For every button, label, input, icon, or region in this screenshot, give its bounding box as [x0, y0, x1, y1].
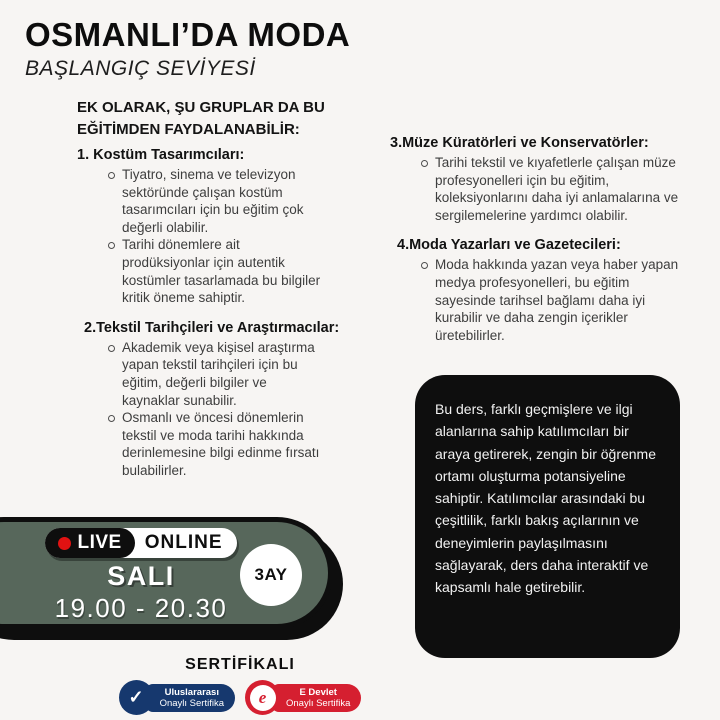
- international-certificate-badge: [119, 680, 235, 715]
- edevlet-certificate-badge: [245, 680, 361, 715]
- section-heading: 2.Tekstil Tarihçileri ve Araştırmacılar:: [84, 319, 340, 336]
- certificate-label: [271, 684, 361, 712]
- certificate-line2: Onaylı Sertifika: [286, 697, 351, 709]
- section-fashion-writers: [390, 237, 720, 344]
- left-column: [77, 147, 407, 480]
- bullet-list: [390, 154, 720, 224]
- certificates-row: [95, 680, 385, 715]
- list-item: [107, 409, 327, 479]
- right-column: [390, 135, 720, 344]
- bullet-text: Tarihi tekstil ve kıyafetlerle çalışan müze profesyonelleri için bu eğitim, koleksiyonlarını daha iyi anlamalarına ve sergilemelerine yardımcı olabilir.: [435, 155, 679, 223]
- edevlet-icon-inner: [250, 685, 276, 711]
- bullet-list: [77, 166, 407, 307]
- section-heading: 1. Kostüm Tasarımcıları:: [77, 147, 245, 163]
- bullet-icon: [108, 242, 115, 249]
- intro-heading: EK OLARAK, ŞU GRUPLAR DA BU EĞİTİMDEN FAYDALANABİLİR:: [77, 99, 325, 138]
- schedule-time: 19.00 - 20.30: [54, 593, 228, 623]
- highlight-box: [415, 375, 680, 658]
- page-title: OSMANLI’DA MODA: [25, 16, 351, 53]
- online-label: ONLINE: [144, 532, 223, 553]
- live-segment: [45, 528, 134, 558]
- list-item: [420, 256, 685, 344]
- section-museum-curators: [390, 135, 720, 224]
- certificate-line2: Onaylı Sertifika: [159, 697, 224, 709]
- schedule-day: SALI: [107, 561, 175, 591]
- list-item: [420, 154, 685, 224]
- bullet-text: Akademik veya kişisel araştırma yapan tekstil tarihçileri için bu eğitim, değerli bilgiler ve kaynaklar sunabilir.: [122, 339, 315, 408]
- bullet-text: Moda hakkında yazan veya haber yapan medya profesyonelleri, bu eğitim sayesinde tarihsel bağlamı daha iyi kurabilir ve daha zengin içerikler üretebilirler.: [435, 257, 679, 343]
- duration-badge: 3AY: [240, 544, 302, 606]
- live-dot-icon: [58, 537, 71, 550]
- section-heading: 3.Müze Küratörleri ve Konservatörler:: [390, 135, 649, 151]
- bullet-icon: [421, 262, 428, 269]
- bullet-icon: [108, 415, 115, 422]
- list-item: [107, 236, 327, 306]
- bullet-list: [390, 256, 720, 344]
- edevlet-e-glyph: e: [258, 688, 267, 707]
- section-heading: 4.Moda Yazarları ve Gazetecileri:: [397, 237, 621, 254]
- check-icon: ✓: [119, 680, 154, 715]
- list-item: [107, 166, 327, 236]
- highlight-text: Bu ders, farklı geçmişlere ve ilgi alanlarına sahip katılımcıları bir araya getirerek, zengin bir öğrenme ortamı oluşturma potansiyeline sahiptir. Katılımcılar arasındaki bu çeşitlilik, farklı bakış açılarının ve deneyimlerin paylaşılmasını sağlayarak, ders daha interaktif ve kapsamlı hale getirebilir.: [435, 401, 657, 596]
- section-costume-designers: [77, 147, 407, 307]
- bullet-text: Osmanlı ve öncesi dönemlerin tekstil ve moda tarihi hakkında derinlemesine bilgi edinme fırsatı bulabilirler.: [122, 410, 320, 478]
- certificate-line1: E Devlet: [299, 686, 337, 698]
- schedule-badge: [0, 517, 333, 629]
- page-subtitle: BAŞLANGIÇ SEVİYESİ: [25, 57, 256, 80]
- bullet-text: Tarihi dönemlere ait prodüksiyonlar için autentik kostümler tasarlamada bu bilgiler kritik öneme sahiptir.: [122, 237, 321, 306]
- edevlet-icon: [245, 680, 280, 715]
- certificates-heading: SERTİFİKALI: [185, 656, 295, 673]
- list-item: [107, 339, 327, 409]
- live-label: LIVE: [77, 532, 122, 553]
- certificate-line1: Uluslararası: [164, 686, 219, 698]
- certificate-label: [145, 684, 235, 712]
- live-online-pill: [45, 528, 236, 558]
- header: [25, 16, 350, 81]
- schedule-content: [41, 528, 241, 624]
- bullet-icon: [108, 345, 115, 352]
- section-textile-historians: [77, 320, 407, 480]
- bullet-icon: [421, 160, 428, 167]
- bullet-icon: [108, 172, 115, 179]
- bullet-list: [77, 339, 407, 480]
- certificates-section: [95, 656, 385, 715]
- bullet-text: Tiyatro, sinema ve televizyon sektöründe çalışan kostüm tasarımcıları için bu eğitim çok değerli olabilir.: [122, 167, 304, 235]
